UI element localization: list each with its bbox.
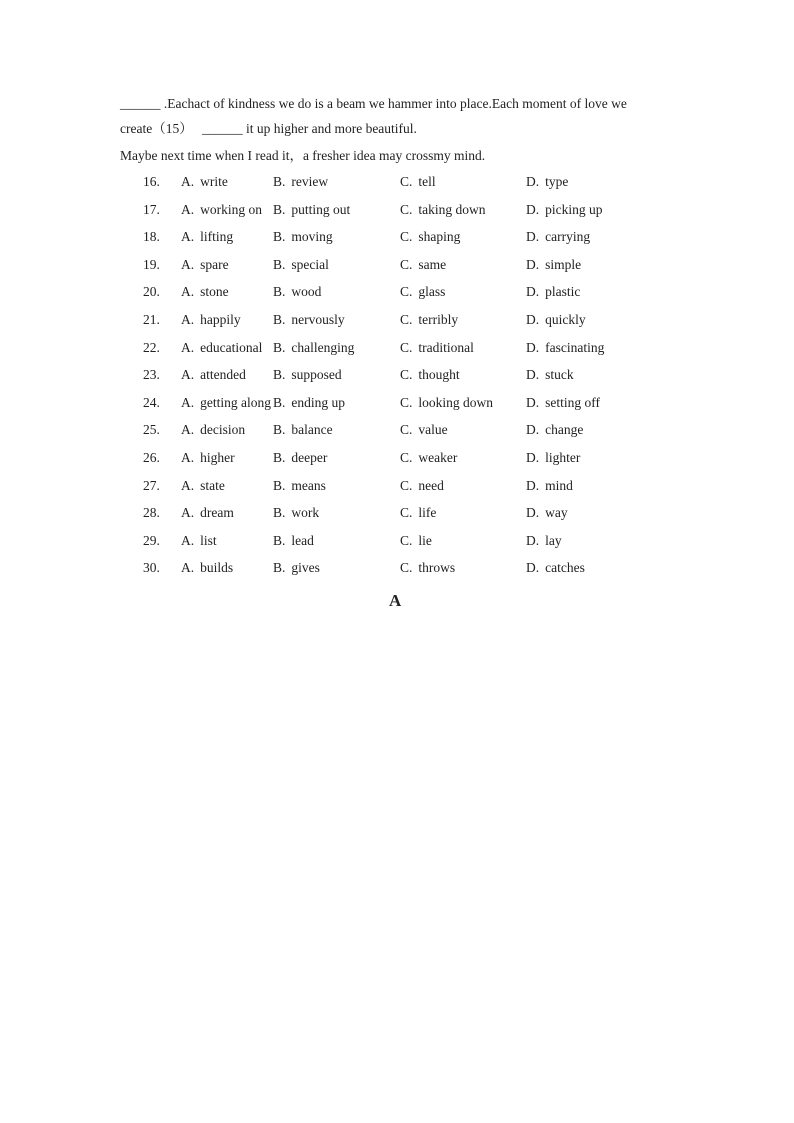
option-text: life xyxy=(418,505,437,521)
option-text: happily xyxy=(200,312,241,327)
option-letter: D. xyxy=(526,256,540,272)
question-number: 18. xyxy=(143,229,160,245)
option-a xyxy=(181,174,228,190)
passage-line-1-text: .Eachact of kindness we do is a beam we hammer into place.Each moment of love we xyxy=(163,96,627,111)
option-a xyxy=(181,395,271,411)
question-number: 25. xyxy=(143,422,160,438)
question-number: 22. xyxy=(143,339,160,355)
option-text: fascinating xyxy=(545,339,605,355)
option-letter: A. xyxy=(181,450,195,465)
option-text: traditional xyxy=(418,339,474,355)
blank-14: ______ xyxy=(120,96,161,111)
option-text: lighter xyxy=(545,450,581,465)
option-c xyxy=(400,202,486,218)
option-c xyxy=(400,560,455,576)
option-text: list xyxy=(200,532,217,548)
option-letter: D. xyxy=(526,477,540,493)
option-text: need xyxy=(418,477,444,493)
option-text: glass xyxy=(418,284,446,300)
option-letter: B. xyxy=(273,256,286,272)
option-letter: D. xyxy=(526,201,540,217)
option-letter: D. xyxy=(526,450,540,465)
option-text: special xyxy=(291,256,329,272)
option-letter: A. xyxy=(181,312,195,327)
option-letter: A. xyxy=(181,477,195,493)
question-number: 19. xyxy=(143,256,160,272)
option-letter: B. xyxy=(273,367,286,383)
blank-15: ______ xyxy=(202,121,243,136)
option-text: carrying xyxy=(545,229,591,245)
option-letter: B. xyxy=(273,477,286,493)
option-b xyxy=(273,257,329,273)
option-c xyxy=(400,340,474,356)
option-letter: B. xyxy=(273,422,286,438)
option-a xyxy=(181,560,233,576)
option-d xyxy=(526,174,568,190)
option-letter: D. xyxy=(526,532,540,548)
option-text: mind xyxy=(545,477,573,493)
option-a xyxy=(181,202,262,218)
option-c xyxy=(400,505,436,521)
option-letter: C. xyxy=(400,339,413,355)
question-number: 24. xyxy=(143,394,160,410)
option-letter: D. xyxy=(526,367,540,383)
option-text: write xyxy=(200,174,228,189)
option-text: catches xyxy=(545,560,585,576)
option-text: putting out xyxy=(291,201,351,217)
option-text: attended xyxy=(200,367,246,383)
option-b xyxy=(273,505,319,521)
option-d xyxy=(526,202,603,218)
option-b xyxy=(273,560,320,576)
option-text: setting off xyxy=(545,394,600,410)
option-letter: B. xyxy=(273,339,286,355)
option-d xyxy=(526,367,574,383)
option-d xyxy=(526,395,600,411)
option-text: looking down xyxy=(418,394,494,410)
option-letter: D. xyxy=(526,284,540,300)
option-letter: C. xyxy=(400,450,413,465)
option-d xyxy=(526,422,583,438)
option-c xyxy=(400,312,458,328)
option-text: terribly xyxy=(418,312,459,327)
option-letter: B. xyxy=(273,284,286,300)
option-text: gives xyxy=(291,560,320,576)
question-number: 29. xyxy=(143,532,160,548)
passage-line-2-prefix: create（15） xyxy=(120,121,193,136)
option-c xyxy=(400,284,445,300)
option-b xyxy=(273,367,342,383)
option-text: lie xyxy=(418,532,432,548)
option-text: lay xyxy=(545,532,562,548)
option-letter: D. xyxy=(526,394,540,410)
option-letter: B. xyxy=(273,560,286,576)
option-c xyxy=(400,367,460,383)
option-letter: C. xyxy=(400,394,413,410)
option-text: value xyxy=(418,422,448,438)
option-a xyxy=(181,422,245,438)
option-text: nervously xyxy=(291,312,345,327)
option-text: simple xyxy=(545,256,582,272)
option-text: tell xyxy=(418,174,436,189)
option-letter: C. xyxy=(400,284,413,300)
option-letter: C. xyxy=(400,560,413,576)
question-number: 21. xyxy=(143,312,160,327)
option-b xyxy=(273,340,354,356)
question-number: 23. xyxy=(143,367,160,383)
option-letter: D. xyxy=(526,312,540,327)
option-letter: D. xyxy=(526,339,540,355)
option-b xyxy=(273,312,345,328)
option-letter: D. xyxy=(526,560,540,576)
option-text: lead xyxy=(291,532,314,548)
option-letter: A. xyxy=(181,339,195,355)
option-text: way xyxy=(545,505,568,521)
option-letter: C. xyxy=(400,505,413,521)
option-text: lifting xyxy=(200,229,234,245)
option-letter: A. xyxy=(181,505,195,521)
option-letter: C. xyxy=(400,174,413,189)
option-text: work xyxy=(291,505,320,521)
option-b xyxy=(273,422,333,438)
option-letter: C. xyxy=(400,229,413,245)
option-c xyxy=(400,422,448,438)
option-text: getting along xyxy=(200,394,271,410)
option-text: working on xyxy=(200,201,262,217)
option-a xyxy=(181,257,229,273)
option-letter: D. xyxy=(526,229,540,245)
option-a xyxy=(181,505,234,521)
option-letter: A. xyxy=(181,174,195,189)
option-letter: D. xyxy=(526,422,540,438)
option-d xyxy=(526,340,604,356)
section-heading: A xyxy=(389,591,402,610)
option-b xyxy=(273,229,333,245)
question-number: 17. xyxy=(143,201,160,217)
option-letter: C. xyxy=(400,367,413,383)
option-text: quickly xyxy=(545,312,586,327)
option-text: ending up xyxy=(291,394,346,410)
option-b xyxy=(273,450,327,466)
option-text: means xyxy=(291,477,326,493)
option-text: stone xyxy=(200,284,229,300)
option-a xyxy=(181,340,262,356)
option-d xyxy=(526,505,568,521)
option-letter: A. xyxy=(181,532,195,548)
option-letter: B. xyxy=(273,229,286,245)
option-text: stuck xyxy=(545,367,574,383)
option-a xyxy=(181,533,217,549)
option-text: thought xyxy=(418,367,460,383)
option-a xyxy=(181,312,241,328)
option-text: throws xyxy=(418,560,456,576)
option-text: decision xyxy=(200,422,246,438)
question-number: 20. xyxy=(143,284,160,300)
question-number: 16. xyxy=(143,174,160,189)
option-c xyxy=(400,450,457,466)
option-letter: A. xyxy=(181,394,195,410)
option-b xyxy=(273,174,328,190)
option-letter: C. xyxy=(400,532,413,548)
option-letter: D. xyxy=(526,505,540,521)
option-letter: A. xyxy=(181,229,195,245)
option-b xyxy=(273,533,314,549)
option-a xyxy=(181,478,225,494)
option-c xyxy=(400,478,444,494)
option-letter: B. xyxy=(273,450,286,465)
option-text: educational xyxy=(200,339,263,355)
option-a xyxy=(181,367,246,383)
option-text: deeper xyxy=(291,450,328,465)
option-letter: D. xyxy=(526,174,540,189)
question-number: 28. xyxy=(143,505,160,521)
option-text: same xyxy=(418,256,447,272)
option-d xyxy=(526,284,580,300)
option-c xyxy=(400,257,446,273)
option-text: state xyxy=(200,477,225,493)
option-text: builds xyxy=(200,560,234,576)
option-c xyxy=(400,395,493,411)
option-letter: A. xyxy=(181,284,195,300)
option-d xyxy=(526,450,580,466)
option-letter: B. xyxy=(273,394,286,410)
question-number: 27. xyxy=(143,477,160,493)
option-text: dream xyxy=(200,505,234,521)
passage-line-3: Maybe next time when I read it，a fresher idea may crossmy mind. xyxy=(120,148,486,163)
option-a xyxy=(181,284,229,300)
option-b xyxy=(273,478,326,494)
question-number: 30. xyxy=(143,560,160,576)
option-text: change xyxy=(545,422,584,438)
option-d xyxy=(526,478,573,494)
option-text: weaker xyxy=(418,450,458,465)
option-text: type xyxy=(545,174,569,189)
option-text: shaping xyxy=(418,229,461,245)
option-c xyxy=(400,174,436,190)
option-letter: C. xyxy=(400,477,413,493)
option-text: taking down xyxy=(418,201,486,217)
option-letter: B. xyxy=(273,174,286,189)
option-a xyxy=(181,450,235,466)
option-letter: B. xyxy=(273,201,286,217)
option-text: challenging xyxy=(291,339,355,355)
option-c xyxy=(400,533,432,549)
option-text: picking up xyxy=(545,201,603,217)
option-letter: C. xyxy=(400,256,413,272)
option-text: wood xyxy=(291,284,322,300)
option-d xyxy=(526,257,581,273)
option-text: spare xyxy=(200,256,229,272)
option-letter: A. xyxy=(181,201,195,217)
option-letter: A. xyxy=(181,367,195,383)
option-letter: C. xyxy=(400,312,413,327)
option-b xyxy=(273,395,345,411)
option-letter: B. xyxy=(273,312,286,327)
passage-line-1 xyxy=(120,95,627,113)
option-letter: B. xyxy=(273,505,286,521)
option-text: moving xyxy=(291,229,333,245)
option-text: higher xyxy=(200,450,235,465)
option-letter: C. xyxy=(400,422,413,438)
option-text: plastic xyxy=(545,284,581,300)
passage-line-2 xyxy=(120,120,417,138)
option-b xyxy=(273,284,321,300)
option-d xyxy=(526,560,585,576)
option-letter: B. xyxy=(273,532,286,548)
option-d xyxy=(526,229,590,245)
option-text: balance xyxy=(291,422,333,438)
option-text: review xyxy=(291,174,329,189)
option-d xyxy=(526,312,586,328)
option-letter: A. xyxy=(181,422,195,438)
question-number: 26. xyxy=(143,450,160,465)
option-d xyxy=(526,533,562,549)
option-letter: A. xyxy=(181,560,195,576)
option-c xyxy=(400,229,460,245)
option-a xyxy=(181,229,233,245)
option-letter: A. xyxy=(181,256,195,272)
option-b xyxy=(273,202,350,218)
passage-line-2-text: it up higher and more beautiful. xyxy=(245,121,417,136)
option-letter: C. xyxy=(400,201,413,217)
option-text: supposed xyxy=(291,367,342,383)
